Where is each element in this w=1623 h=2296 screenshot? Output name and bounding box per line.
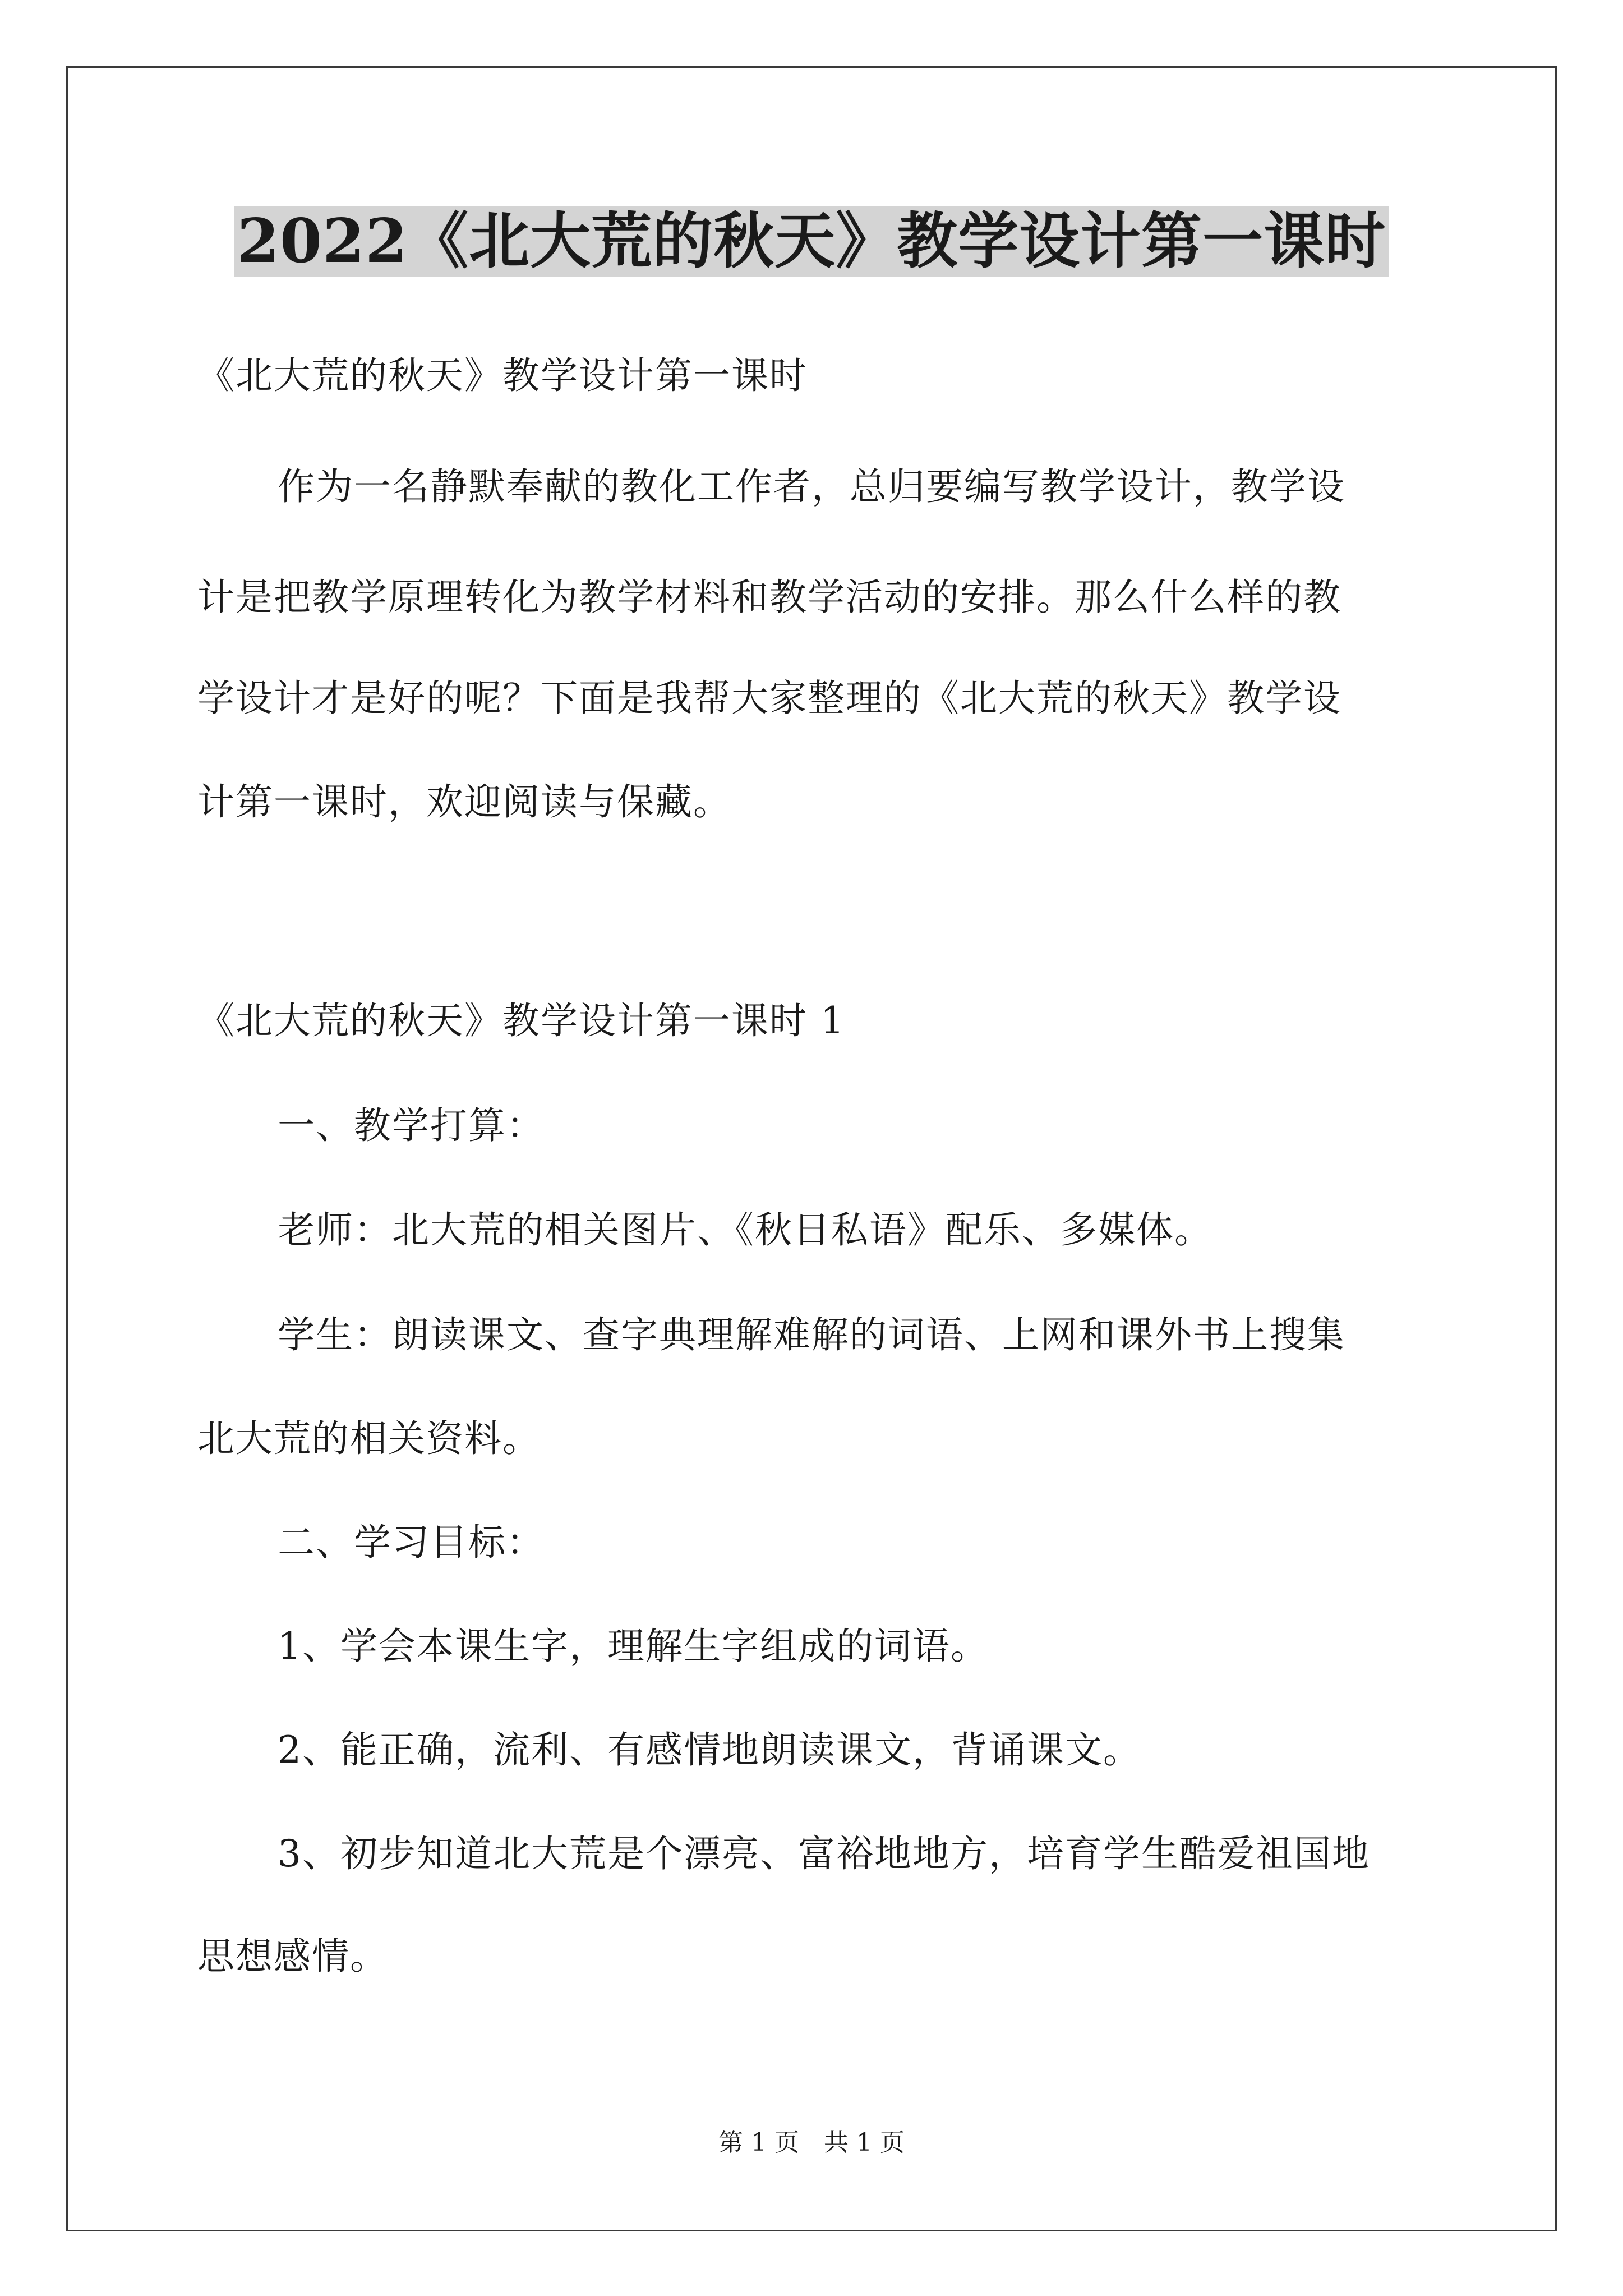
list-item: 1、学会本课生字，理解生字组成的词语。 [278,1625,989,1668]
paragraph-line: 北大荒的相关资料。 [197,1417,541,1460]
paragraph-line: 老师：北大荒的相关图片、《秋日私语》配乐、多媒体。 [278,1208,1212,1251]
page-footer: 第 1 页 共 1 页 [718,2128,905,2157]
paragraph-line: 计第一课时，欢迎阅读与保藏。 [197,780,731,823]
list-item: 思想感情。 [197,1935,388,1978]
document-title [0,196,1623,286]
paragraph-line: 学设计才是好的呢？下面是我帮大家整理的《北大荒的秋天》教学设 [197,677,1341,720]
section-heading: 二、学习目标： [278,1521,545,1564]
paragraph-line: 作为一名静默奉献的教化工作者，总归要编写教学设计，教学设 [278,465,1345,508]
paragraph-line: 学生：朗读课文、查字典理解难解的词语、上网和课外书上搜集 [278,1313,1345,1356]
subtitle-line: 《北大荒的秋天》教学设计第一课时 [197,354,808,397]
section-heading: 一、教学打算： [278,1104,545,1147]
document-title-text: 2022《北大荒的秋天》教学设计第一课时 [234,206,1390,277]
section-heading: 《北大荒的秋天》教学设计第一课时 1 [197,999,845,1042]
list-item: 2、能正确，流利、有感情地朗读课文，背诵课文。 [278,1728,1141,1772]
list-item: 3、初步知道北大荒是个漂亮、富裕地地方，培育学生酷爱祖国地 [278,1832,1370,1875]
paragraph-line: 计是把教学原理转化为教学材料和教学活动的安排。那么什么样的教 [197,576,1341,619]
